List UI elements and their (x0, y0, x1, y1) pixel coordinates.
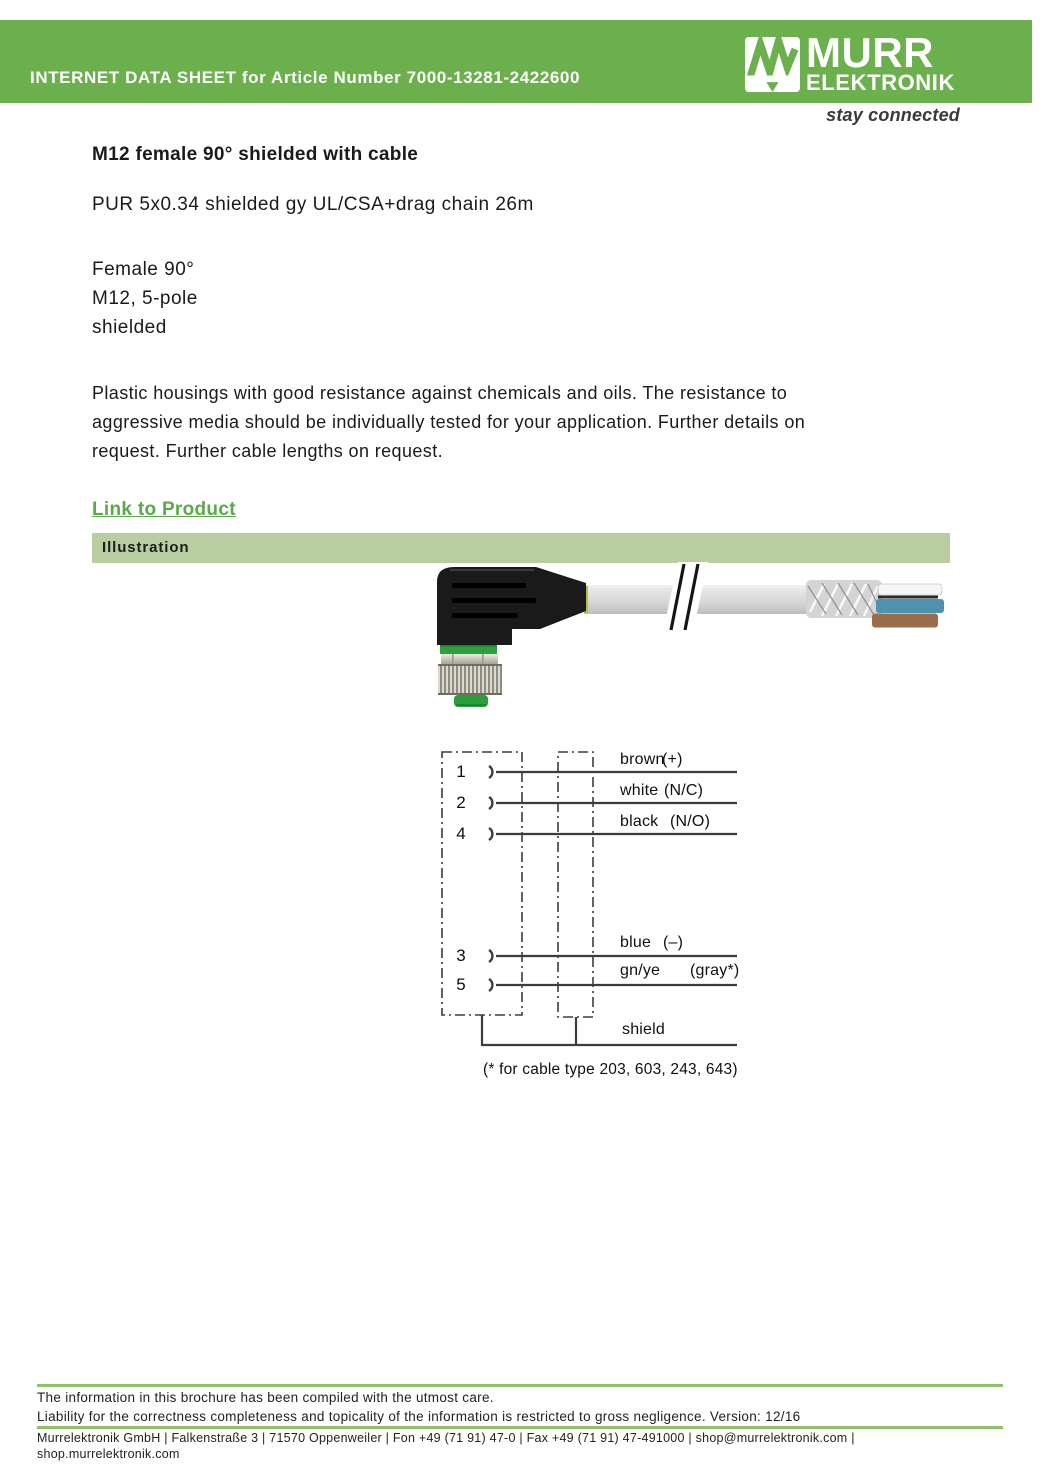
m12-connector-cable-photo (430, 560, 955, 715)
white-wire (878, 584, 942, 595)
footer-disclaimer (37, 1389, 800, 1426)
description-line: request. Further cable lengths on request. (92, 441, 443, 461)
wire-signal-label: (N/C) (664, 782, 704, 799)
wire-color-label: blue (620, 934, 652, 951)
header-title: INTERNET DATA SHEET for Article Number 7000-13281-2422600 (30, 68, 581, 87)
brown-wire (872, 614, 938, 628)
product-subtitle: PUR 5x0.34 shielded gy UL/CSA+drag chain 26m (92, 194, 534, 215)
pin-contact-icon (489, 828, 492, 840)
page-title: M12 female 90° shielded with cable (92, 144, 419, 165)
tagline: stay connected (826, 105, 960, 125)
company-line: Murrelektronik GmbH | Falkenstraße 3 | 71570 Oppenweiler | Fon +49 (71 91) 47-0 | Fax +49 (71 91) 47-491000 | shop@murrelektronik.com | (37, 1431, 855, 1445)
wire-signal-label: (–) (663, 934, 684, 951)
wire-signal-label: (N/O) (670, 813, 711, 830)
wire-color-label: black (620, 813, 659, 830)
footer-rule-top (37, 1384, 1003, 1387)
pin-number: 5 (456, 975, 466, 994)
murr-m-icon (745, 36, 800, 93)
wire-signal-label: (+) (662, 751, 683, 768)
disclaimer-line: The information in this brochure has been compiled with the utmost care. (37, 1390, 494, 1405)
wire-color-label: brown (620, 751, 665, 768)
cable-shield-braid (806, 580, 882, 618)
pin-number: 1 (456, 762, 466, 781)
cable-type-footnote: (* for cable type 203, 603, 243, 643) (483, 1061, 738, 1078)
link-to-product[interactable]: Link to Product (92, 499, 236, 520)
footer-company-info (37, 1431, 855, 1462)
pin-contact-icon (489, 979, 492, 991)
pin-contact-icon (489, 950, 492, 962)
description-line: aggressive media should be individually tested for your application. Further details on (92, 412, 806, 432)
pin-number: 2 (456, 793, 466, 812)
wire-color-label: gn/ye (620, 962, 661, 979)
illustration-section-header (92, 533, 950, 563)
cable-conductors (872, 584, 944, 628)
company-line: shop.murrelektronik.com (37, 1446, 180, 1461)
spec-line: shielded (92, 317, 167, 338)
spec-line: Female 90° (92, 259, 195, 280)
wire-color-label: white (620, 782, 659, 799)
description-line: Plastic housings with good resistance against chemicals and oils. The resistance to (92, 383, 788, 403)
black-wire (878, 596, 938, 599)
logo-text-murr: MURR (806, 29, 934, 76)
wire-signal-label: (gray*) (690, 962, 740, 979)
illustration-section-title: Illustration (102, 539, 190, 556)
coupling-nut (438, 645, 502, 707)
spec-line: M12, 5-pole (92, 288, 198, 309)
connector-body (437, 567, 586, 645)
footer-rule-bottom (37, 1426, 1003, 1429)
product-description (92, 379, 805, 466)
pin-number: 4 (456, 824, 466, 843)
pin-number: 3 (456, 946, 466, 965)
disclaimer-line: Liability for the correctness completeness and topicality of the information is restricted to gross negligence. Version: 12/16 (37, 1408, 801, 1424)
pin-contact-icon (489, 766, 492, 778)
blue-wire (876, 599, 944, 613)
pin-contact-icon (489, 797, 492, 809)
shield-label: shield (622, 1021, 666, 1038)
cable-outline-box (558, 752, 593, 1017)
product-specs (92, 255, 198, 342)
logo-text-elektronik: ELEKTRONIK (806, 70, 955, 95)
shield-connection-line (482, 1015, 737, 1045)
